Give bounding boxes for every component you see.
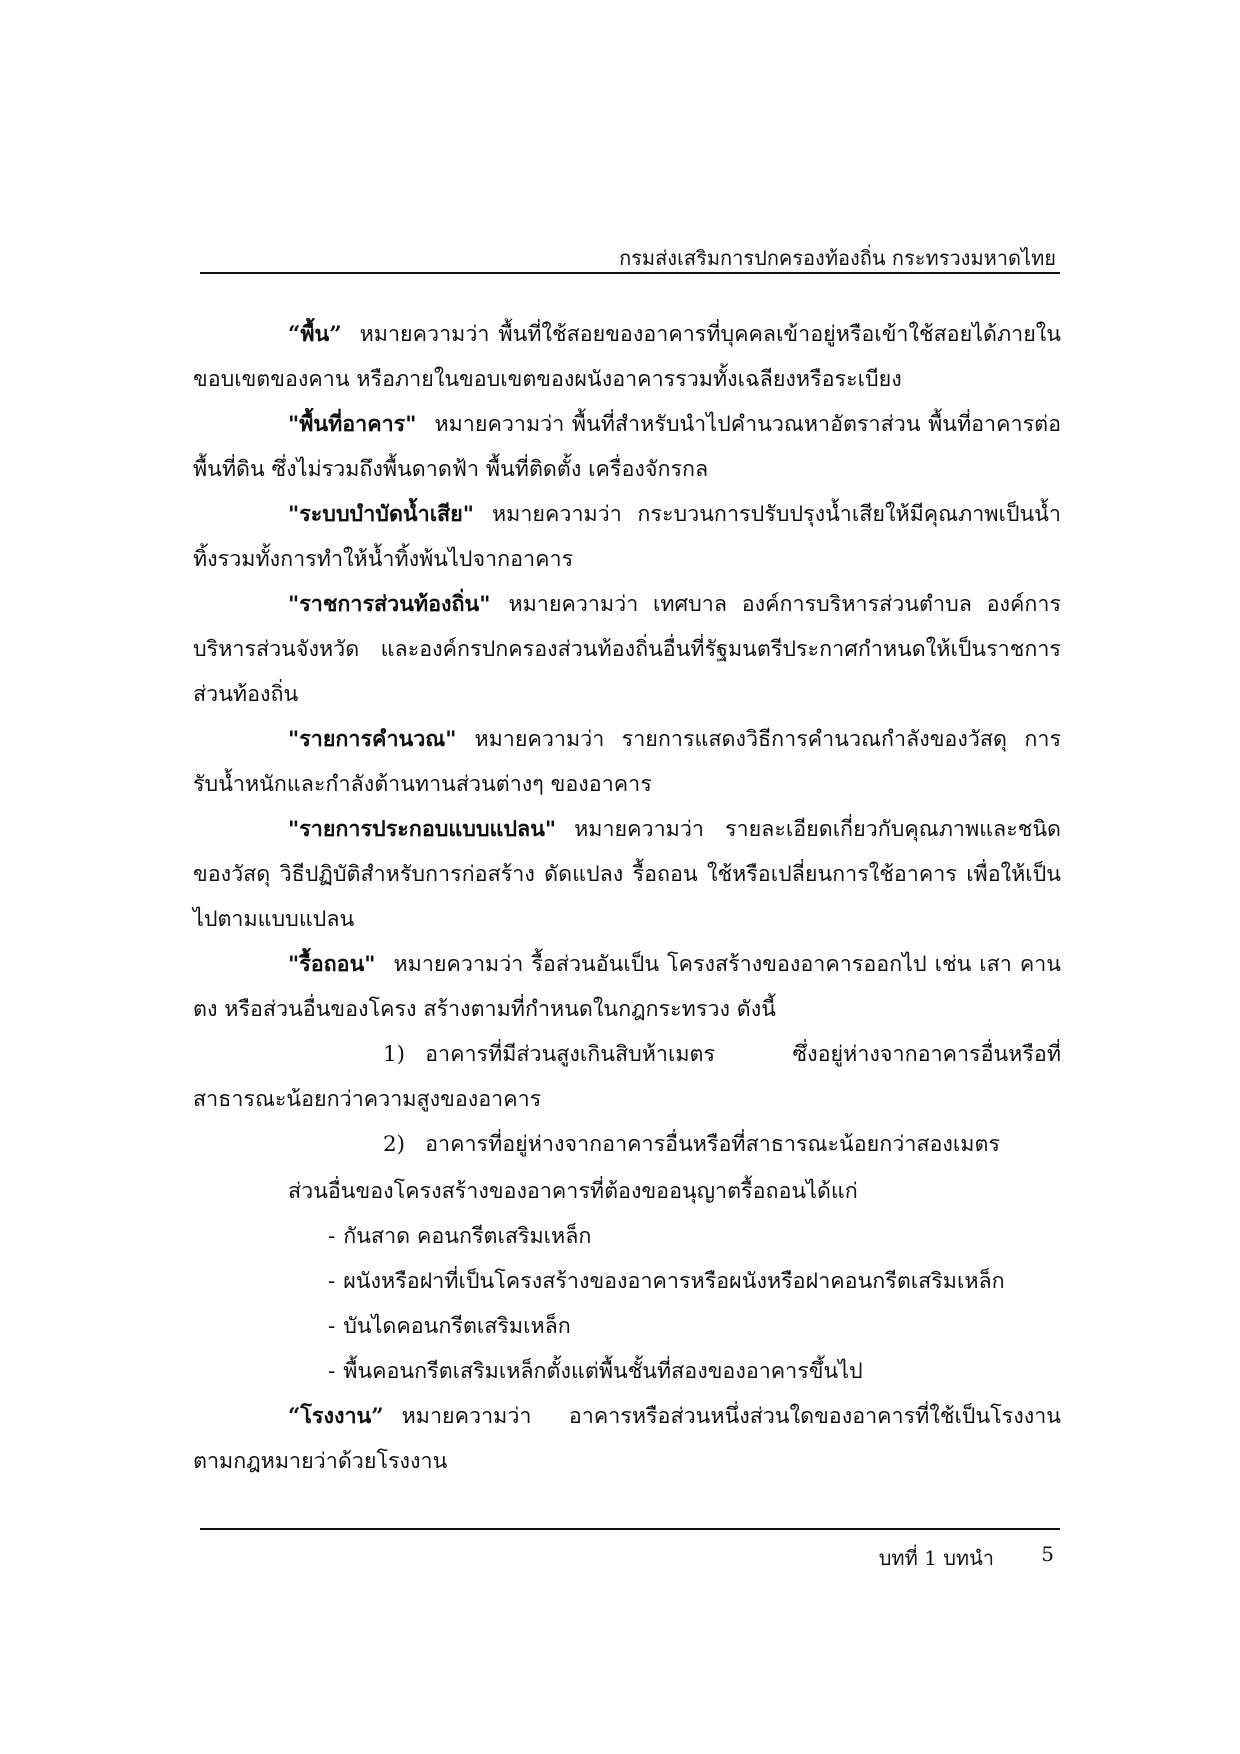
- definition-paragraph: [193, 582, 1061, 717]
- definition-paragraph: [193, 1394, 1061, 1484]
- definition-term: "ราชการส่วนท้องถิ่น": [288, 592, 491, 617]
- header-title: กรมส่งเสริมการปกครองท้องถิ่น กระทรวงมหาดไทย: [619, 246, 1056, 270]
- definition-paragraph: [193, 402, 1061, 492]
- sub-list-intro: ส่วนอื่นของโครงสร้างของอาคารที่ต้องขออนุญาตรื้อถอนได้แก่: [288, 1179, 858, 1204]
- chapter-label: บทที่ 1 บทนำ: [878, 1546, 994, 1570]
- list-item-text: กันสาด คอนกรีตเสริมเหล็ก: [343, 1224, 592, 1249]
- list-dash: -: [328, 1314, 336, 1339]
- definition-paragraph: [193, 807, 1061, 942]
- definition-term: “โรงงาน”: [288, 1404, 384, 1429]
- page-footer: [200, 1528, 1060, 1578]
- definition-text: หมายความว่า เทศบาล องค์การบริหารส่วนตำบล องค์การบริหารส่วนจังหวัด และองค์กรปกครองส่วนท้องถิ่นอื่นที่รัฐมนตรีประกาศกำหนดให้เป็นราชการส่วนท้องถิ่น: [193, 592, 1061, 707]
- definition-term: "พื้นที่อาคาร": [288, 412, 417, 437]
- list-item: [328, 1259, 1061, 1304]
- definition-paragraph: [193, 942, 1061, 1032]
- definition-term: "รายการคำนวณ": [288, 727, 457, 752]
- definition-text: หมายความว่า รายการแสดงวิธีการคำนวณกำลังของวัสดุ การรับน้ำหนักและกำลังต้านทานส่วนต่างๆ ของอาคาร: [193, 727, 1061, 797]
- list-dash: -: [328, 1359, 336, 1384]
- list-item: [328, 1304, 1061, 1349]
- page-number: 5: [1041, 1542, 1054, 1566]
- sub-list: [193, 1214, 1061, 1394]
- numbered-item: [193, 1032, 1061, 1122]
- definition-text: หมายความว่า พื้นที่ใช้สอยของอาคารที่บุคคลเข้าอยู่หรือเข้าใช้สอยได้ภายในขอบเขตของคาน หรือภายในขอบเขตของผนังอาคารรวมทั้งเฉลียงหรือระเบียง: [193, 322, 1061, 392]
- definition-paragraph: [193, 312, 1061, 402]
- definition-text: หมายความว่า รายละเอียดเกี่ยวกับคุณภาพและชนิดของวัสดุ วิธีปฏิบัติสำหรับการก่อสร้าง ดัดแปลง รื้อถอน ใช้หรือเปลี่ยนการใช้อาคาร เพื่อให้เป็นไปตามแบบแปลน: [193, 817, 1061, 932]
- item-text: อาคารที่อยู่ห่างจากอาคารอื่นหรือที่สาธารณะน้อยกว่าสองเมตร: [425, 1132, 1000, 1157]
- page-header: [200, 236, 1060, 274]
- definition-text: หมายความว่า รื้อส่วนอันเป็น โครงสร้างของอาคารออกไป เช่น เสา คาน ตง หรือส่วนอื่นของโครง สร้างตามที่กำหนดในกฎกระทรวง ดังนี้: [193, 952, 1061, 1022]
- list-item-text: บันไดคอนกรีตเสริมเหล็ก: [343, 1314, 571, 1339]
- definition-term: "ระบบบำบัดน้ำเสีย": [288, 502, 474, 527]
- definition-paragraph: [193, 717, 1061, 807]
- numbered-item: [193, 1122, 1061, 1167]
- list-item: [328, 1214, 1061, 1259]
- definition-term: "รายการประกอบแบบแปลน": [288, 817, 557, 842]
- item-text: อาคารที่มีส่วนสูงเกินสิบห้าเมตร ซึ่งอยู่ห่างจากอาคารอื่นหรือที่สาธารณะน้อยกว่าความสูงของอาคาร: [193, 1042, 1061, 1112]
- definition-paragraph: [193, 492, 1061, 582]
- list-dash: -: [328, 1224, 336, 1249]
- definition-term: “พื้น”: [288, 322, 342, 347]
- item-number: 2): [383, 1132, 406, 1157]
- definition-text: หมายความว่า กระบวนการปรับปรุงน้ำเสียให้มีคุณภาพเป็นน้ำทิ้งรวมทั้งการทำให้น้ำทิ้งพ้นไปจากอาคาร: [193, 502, 1061, 572]
- list-item-text: พื้นคอนกรีตเสริมเหล็กตั้งแต่พื้นชั้นที่สองของอาคารขึ้นไป: [343, 1359, 863, 1384]
- list-dash: -: [328, 1269, 336, 1294]
- list-item-text: ผนังหรือฝาที่เป็นโครงสร้างของอาคารหรือผนังหรือฝาคอนกรีตเสริมเหล็ก: [343, 1269, 1005, 1294]
- item-number: 1): [383, 1042, 406, 1067]
- definition-term: "รื้อถอน": [288, 952, 376, 977]
- definition-text: หมายความว่า อาคารหรือส่วนหนึ่งส่วนใดของอาคารที่ใช้เป็นโรงงานตามกฎหมายว่าด้วยโรงงาน: [193, 1404, 1061, 1474]
- definition-text: หมายความว่า พื้นที่สำหรับนำไปคำนวณหาอัตราส่วน พื้นที่อาคารต่อพื้นที่ดิน ซึ่งไม่รวมถึงพื้นดาดฟ้า พื้นที่ติดตั้ง เครื่องจักรกล: [193, 412, 1061, 482]
- list-item: [328, 1349, 1061, 1394]
- document-body: [193, 312, 1061, 1484]
